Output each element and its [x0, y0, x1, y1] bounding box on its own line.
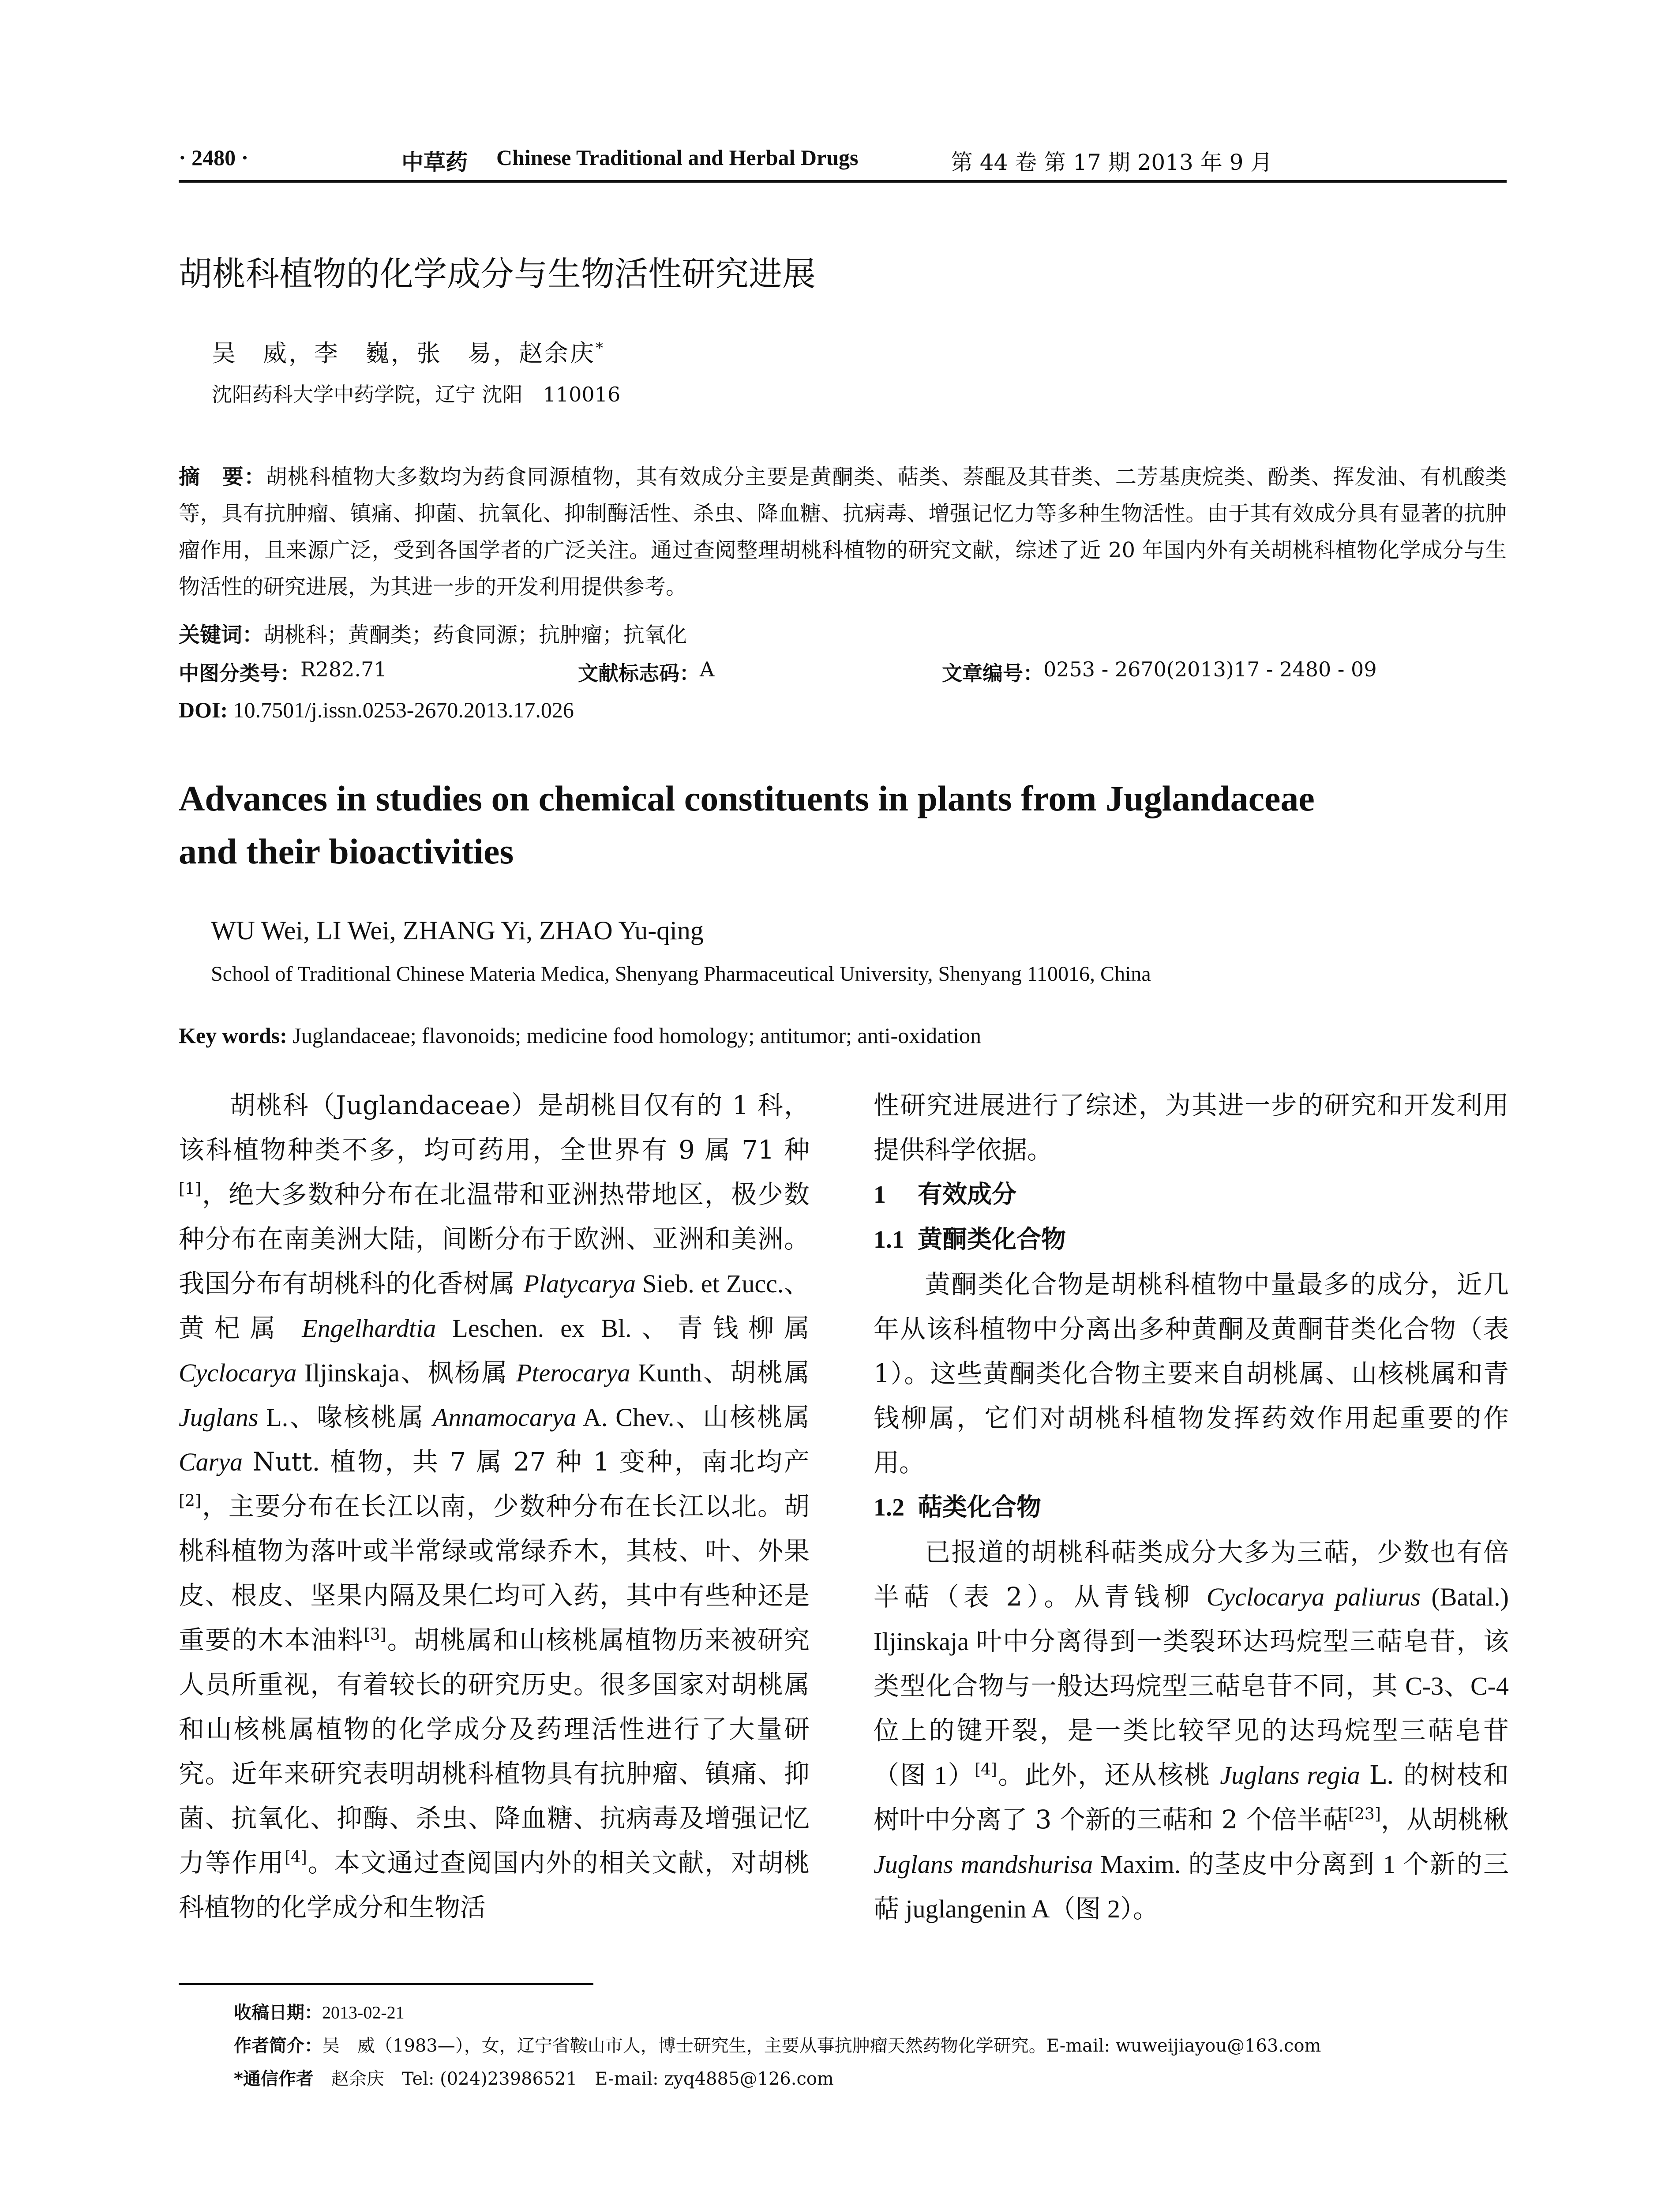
author-names-cn: 吴 威，李 巍，张 易，赵余庆 — [212, 339, 596, 367]
body-column-left — [179, 1083, 810, 1930]
doc-code-value: A — [700, 657, 715, 681]
doi-label: DOI: — [179, 698, 228, 722]
genus-name: Carya — [179, 1448, 243, 1476]
article-number-field — [942, 657, 1377, 687]
genus-name: Engelhardtia — [302, 1314, 436, 1343]
corresponding-mark: * — [596, 339, 605, 357]
intro-continuation: 性研究进展进行了综述，为其进一步的研究和开发利用提供科学依据。 — [874, 1090, 1509, 1165]
page-number: · 2480 · — [179, 145, 249, 170]
affiliation-cn: 沈阳药科大学中药学院，辽宁 沈阳 110016 — [212, 383, 621, 406]
title-en-line-1: Advances in studies on chemical constituents in plants from Juglandaceae — [179, 778, 1315, 818]
citation-ref: [3] — [364, 1625, 386, 1644]
keywords-en-label: Key words: — [179, 1023, 287, 1048]
journal-issue: 第 44 卷 第 17 期 2013 年 9 月 — [951, 150, 1273, 175]
clc-label: 中图分类号： — [179, 661, 300, 685]
abstract-label: 摘 要： — [179, 465, 266, 489]
genus-name: Platycarya — [523, 1269, 636, 1298]
keywords-en — [179, 1023, 981, 1048]
citation-ref: [1] — [179, 1180, 201, 1198]
species-name: Cyclocarya paliurus — [1206, 1583, 1421, 1611]
footnote-divider — [179, 1983, 593, 1985]
doc-code-label: 文献标志码： — [578, 661, 700, 685]
title-en-line-2: and their bioactivities — [179, 831, 514, 871]
clc-field — [179, 657, 387, 687]
authors-cn — [212, 334, 605, 368]
journal-name-en: Chinese Traditional and Herbal Drugs — [496, 145, 859, 170]
keywords-cn — [179, 618, 687, 648]
genus-name: Cyclocarya — [179, 1358, 297, 1387]
genus-name: Juglans — [179, 1403, 259, 1432]
abstract-text: 胡桃科植物大多数均为药食同源植物，其有效成分主要是黄酮类、萜类、萘醌及其苷类、二芳基庚烷类、酚类、挥发油、有机酸类等，具有抗肿瘤、镇痛、抑菌、抗氧化、抑制酶活性、杀虫、降血糖、抗病毒、增强记忆力等多种生物活性。由于其有效成分具有显著的抗肿瘤作用，且来源广泛，受到各国学者的广泛关注。通过查阅整理胡桃科植物的研究文献，综述了近 20 年国内外有关胡桃科植物化学成分与生物活性的研究进展，为其进一步的开发利用提供参考。 — [179, 465, 1507, 599]
doc-code-field — [578, 657, 715, 687]
keywords-text: 胡桃科；黄酮类；药食同源；抗肿瘤；抗氧化 — [263, 623, 687, 647]
affiliation-en: School of Traditional Chinese Materia Medica, Shenyang Pharmaceutical University, Shenyang 110016, China — [211, 962, 1151, 986]
keywords-label: 关键词： — [179, 623, 264, 647]
doi-line — [179, 697, 574, 723]
doi-value: 10.7501/j.issn.0253-2670.2013.17.026 — [233, 698, 574, 722]
journal-name-cn: 中草药 — [401, 149, 468, 175]
genus-name: Pterocarya — [516, 1358, 630, 1387]
article-number-label: 文章编号： — [942, 661, 1043, 685]
terpenoids-paragraph: 已报道的胡桃科萜类成分大多为三萜，少数也有倍半萜（表 2）。从青钱柳 Cyclocarya paliurus (Batal.) Iljinskaja 叶中分离得到一类裂环达玛烷型三萜皂苷，该类型化合物与一般达玛烷型三萜皂苷不同，其 C-3、C-4 位上的键开裂，是一类比较罕见的达玛烷型三萜皂苷（图 1）[4]。此外，还从核桃 Juglans regia L. 的树枝和树叶中分离了 3 个新的三萜和 2 个倍半萜[23]，从胡桃楸 Juglans mandshurisa Maxim. 的茎皮中分离到 1 个新的三萜 juglangenin A（图 2）。 — [874, 1537, 1509, 1923]
species-name: Juglans mandshurisa — [874, 1850, 1093, 1879]
authors-en: WU Wei, LI Wei, ZHANG Yi, ZHAO Yu-qing — [211, 916, 704, 945]
keywords-en-text: Juglandaceae; flavonoids; medicine food homology; antitumor; anti-oxidation — [292, 1023, 982, 1048]
article-title-cn: 胡桃科植物的化学成分与生物活性研究进展 — [179, 254, 816, 293]
abstract-cn — [179, 459, 1507, 605]
citation-ref: [4] — [284, 1848, 307, 1867]
article-number-value: 0253 - 2670(2013)17 - 2480 - 09 — [1043, 657, 1377, 681]
intro-paragraph: 胡桃科（Juglandaceae）是胡桃目仅有的 1 科，该科植物种类不多，均可药用，全世界有 9 属 71 种[1]，绝大多数种分布在北温带和亚洲热带地区，极少数种分布在南美洲大陆，间断分布于欧洲、亚洲和美洲。我国分布有胡桃科的化香树属 Platycarya Sieb. et Zucc.、黄杞属 Engelhardtia Leschen. ex Bl.、青钱柳属 Cyclocarya Iljinskaja、枫杨属 Pterocarya Kunth、胡桃属 Juglans L.、喙核桃属 Annamocarya A. Chev.、山核桃属 Carya Nutt. 植物，共 7 属 27 种 1 变种，南北均产[2]，主要分布在长江以南，少数种分布在长江以北。胡桃科植物为落叶或半常绿或常绿乔木，其枝、叶、外果皮、根皮、坚果内隔及果仁均可入药，其中有些种还是重要的木本油料[3]。胡桃属和山核桃属植物历来被研究人员所重视，有着较长的研究历史。很多国家对胡桃属和山核桃属植物的化学成分及药理活性进行了大量研究。近年来研究表明胡桃科植物具有抗肿瘤、镇痛、抑菌、抗氧化、抑酶、杀虫、降血糖、抗病毒及增强记忆力等作用[4]。本文通过查阅国内外的相关文献，对胡桃科植物的化学成分和生物活 — [179, 1090, 810, 1922]
footnote-received: 收稿日期：2013-02-21 — [234, 2003, 405, 2023]
genus-name: Annamocarya — [432, 1403, 577, 1432]
clc-value: R282.71 — [300, 657, 387, 681]
section-heading-1-1: 1.1 黄酮类化合物 — [874, 1225, 1066, 1254]
article-title-en — [179, 772, 1507, 878]
body-column-right — [874, 1083, 1509, 1931]
footnote-author-bio: 作者简介：吴 威（1983—），女，辽宁省鞍山市人，博士研究生，主要从事抗肿瘤天然药物化学研究。E-mail: wuweijiayou@163.com — [234, 2036, 1321, 2056]
flavonoids-paragraph: 黄酮类化合物是胡桃科植物中量最多的成分，近几年从该科植物中分离出多种黄酮及黄酮苷类化合物（表 1）。这些黄酮类化合物主要来自胡桃属、山核桃属和青钱柳属，它们对胡桃科植物发挥药效作用起重要的作用。 — [874, 1269, 1509, 1478]
footnote-corresponding-author: *通信作者 赵余庆 Tel: (024)23986521 E-mail: zyq4885@126.com — [234, 2069, 834, 2089]
citation-ref: [4] — [974, 1760, 997, 1779]
section-heading-1-2: 1.2 萜类化合物 — [874, 1493, 1041, 1522]
citation-ref: [23] — [1348, 1805, 1381, 1823]
citation-ref: [2] — [179, 1492, 201, 1510]
section-heading-1: 1 有效成分 — [874, 1180, 1016, 1209]
running-header — [179, 140, 1507, 183]
species-name: Juglans regia — [1220, 1761, 1360, 1790]
